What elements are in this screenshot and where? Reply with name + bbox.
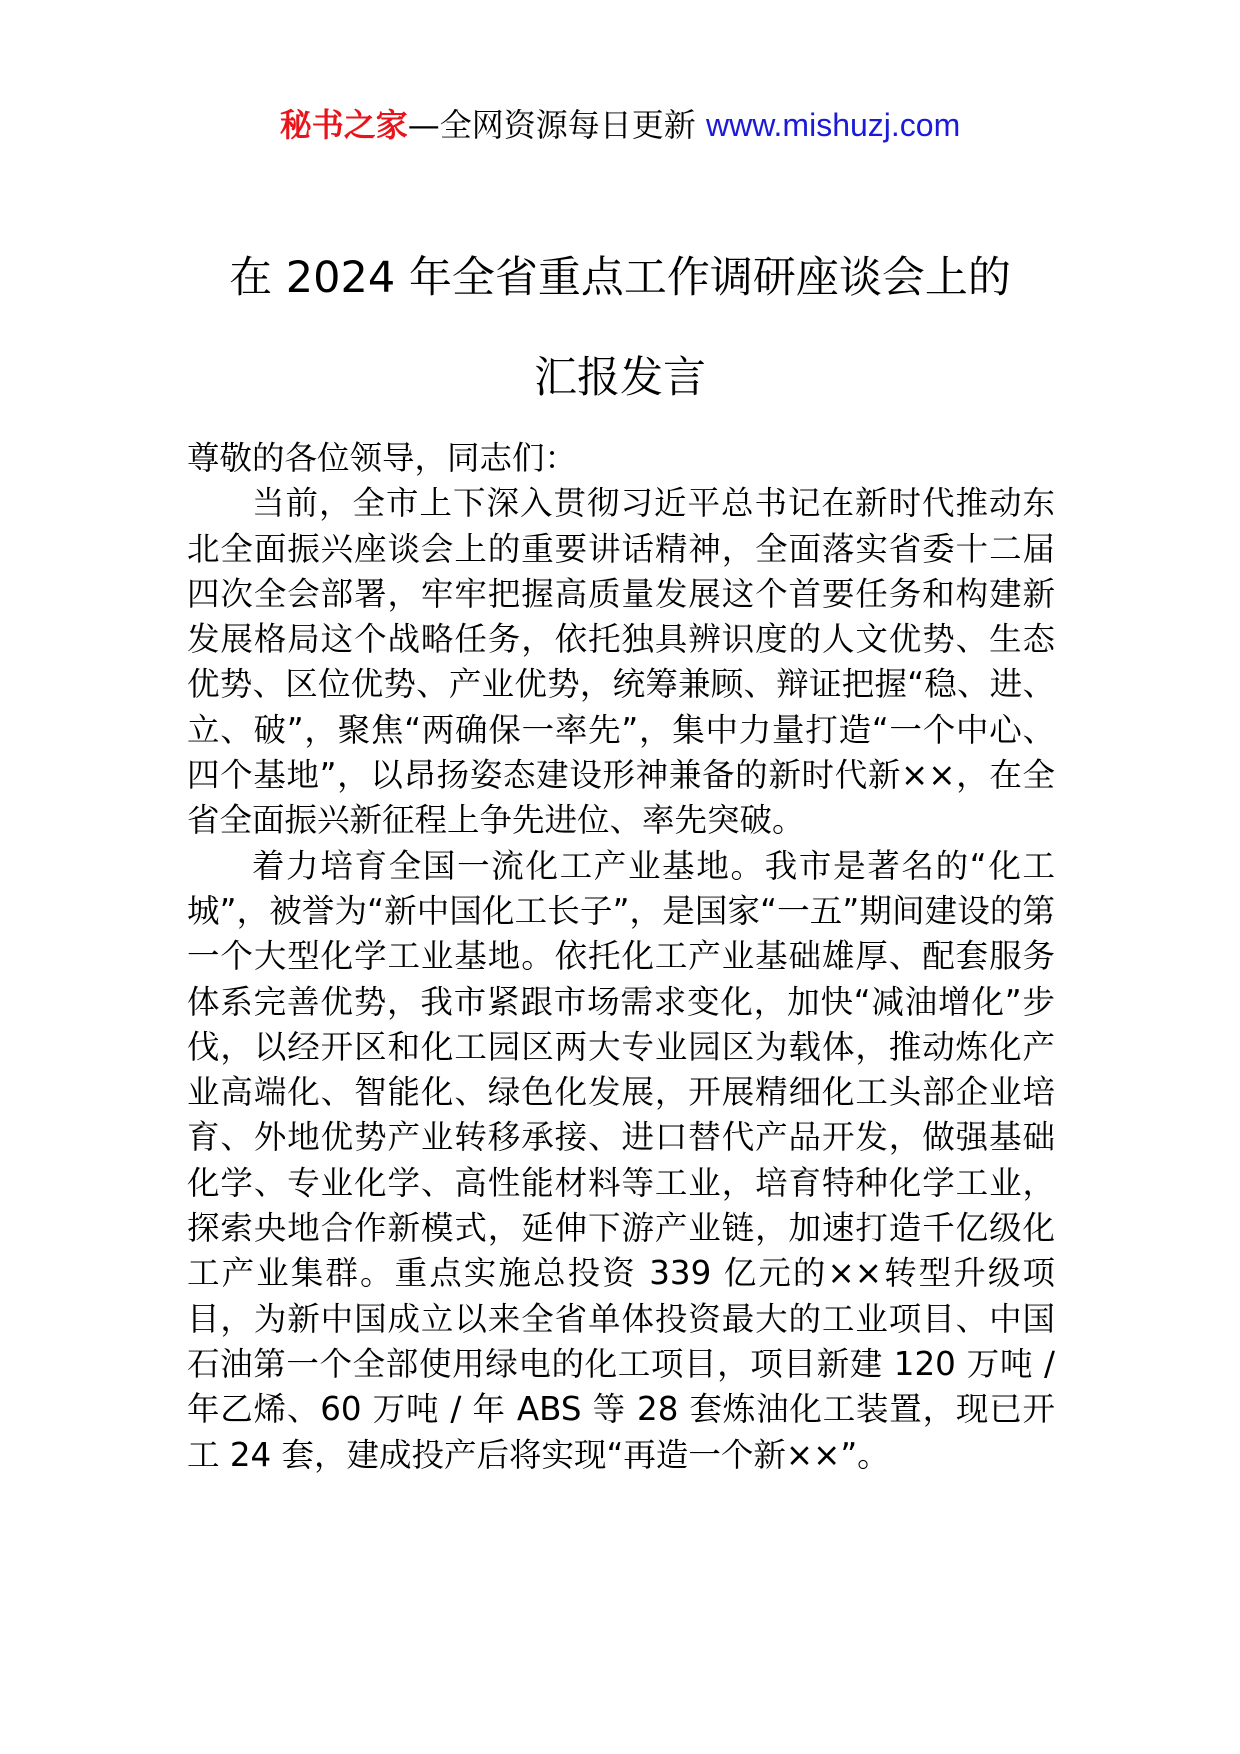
document-title bbox=[150, 228, 1090, 428]
brand-name: 秘书之家 bbox=[279, 106, 408, 144]
paragraph-chemical-industry: 着力培育全国一流化工产业基地。我市是著名的“化工城”，被誉为“新中国化工长子”，是国家“一五”期间建设的第一个大型化学工业基地。依托化工产业基础雄厚、配套服务体系完善优势，我市紧跟市场需求变化，加快“减油增化”步伐，以经开区和化工园区两大专业园区为载体，推动炼化产业高端化、智能化、绿色化发展，开展精细化工头部企业培育、外地优势产业转移承接、进口替代产品开发，做强基础化学、专业化学、高性能材料等工业，培育特种化学工业，探索央地合作新模式，延伸下游产业链，加速打造千亿级化工产业集群。重点实施总投资 339 亿元的××转型升级项目，为新中国成立以来全省单体投资最大的工业项目、中国石油第一个全部使用绿电的化工项目，项目新建 120 万吨 / 年乙烯、60 万吨 / 年 ABS 等 28 套炼油化工装置，现已开工 24 套，建成投产后将实现“再造一个新××”。 bbox=[187, 846, 1055, 1474]
title-line-2: 汇报发言 bbox=[534, 353, 706, 403]
salutation: 尊敬的各位领导，同志们： bbox=[187, 439, 578, 477]
document-body bbox=[187, 436, 1055, 1478]
header-tagline: —全网资源每日更新 bbox=[407, 106, 706, 144]
website-link[interactable]: www.mishuzj.com bbox=[705, 107, 961, 143]
title-line-1: 在 2024 年全省重点工作调研座谈会上的 bbox=[229, 253, 1011, 303]
page-header bbox=[0, 103, 1240, 147]
paragraph-intro: 当前，全市上下深入贯彻习近平总书记在新时代推动东北全面振兴座谈会上的重要讲话精神，全面落实省委十二届四次全会部署，牢牢把握高质量发展这个首要任务和构建新发展格局这个战略任务，依托独具辨识度的人文优势、生态优势、区位优势、产业优势，统筹兼顾、辩证把握“稳、进、立、破”，聚焦“两确保一率先”，集中力量打造“一个中心、四个基地”，以昂扬姿态建设形神兼备的新时代新××，在全省全面振兴新征程上争先进位、率先突破。 bbox=[187, 484, 1055, 840]
